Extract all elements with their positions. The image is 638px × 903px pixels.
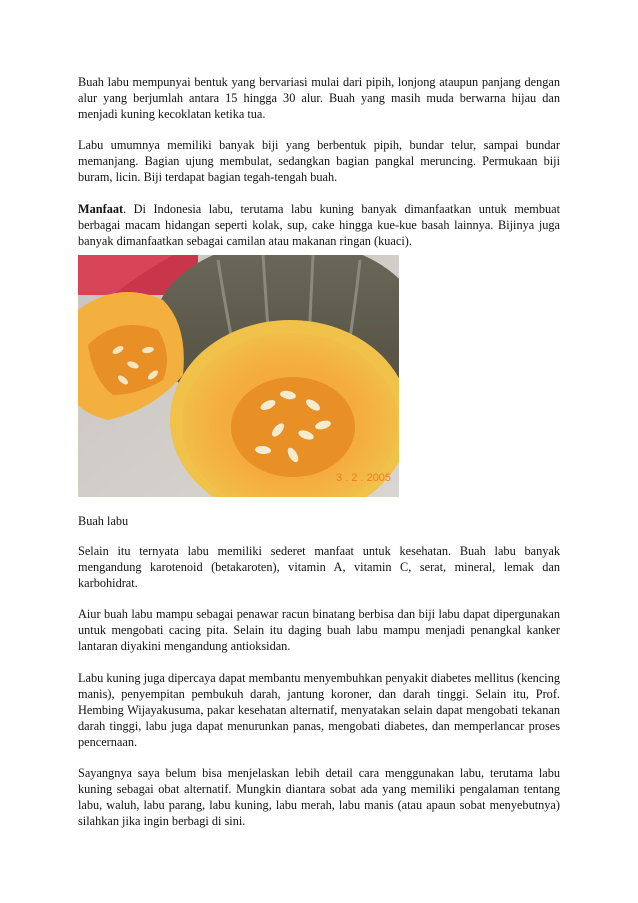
benefits-section <box>78 543 560 844</box>
paragraph-manfaat <box>78 201 560 249</box>
manfaat-label: Manfaat <box>78 201 124 216</box>
pumpkin-photo <box>78 255 399 497</box>
paragraph-diabetes: Labu kuning juga dipercaya dapat membantu menyembuhkan penyakit diabetes mellitus (kencing manis), penyempitan pembukuh darah, jantung koroner, dan darah tinggi. Selain itu, Prof. Hembing Wijayakusuma, pakar kesehatan alternatif, menyatakan selain dapat mengobati tekanan darah tinggi, labu juga dapat menurunkan panas, mengobati diabetes, dan memperlancar proses pencernaan. <box>78 670 560 749</box>
paragraph-closing: Sayangnya saya belum bisa menjelaskan lebih detail cara menggunakan labu, terutama labu kuning sebagai obat alternatif. Mungkin diantara sobat ada yang memiliki pengalaman tentang labu, waluh, labu parang, labu kuning, labu merah, labu manis (atau apaun sobat menyebutnya) silahkan jika ingin berbagi di sini. <box>78 766 560 829</box>
paragraph-seeds: Labu umumnya memiliki banyak biji yang berbentuk pipih, bundar telur, sampai bundar memanjang. Bagian ujung membulat, sedangkan bagian pangkal meruncing. Permukaan biji buram, licin. Biji terdapat bagian tegah-tengah buah. <box>78 138 560 185</box>
photo-caption: Buah labu <box>78 514 129 528</box>
paragraph-shape: Buah labu mempunyai bentuk yang bervariasi mulai dari pipih, lonjong ataupun panjang dengan alur yang berjumlah antara 15 hingga 30 alur. Buah yang masih muda berwarna hijau dan menjadi kuning kecoklatan ketika tua. <box>78 75 560 122</box>
photo-date-stamp: 3 . 2 . 2005 <box>336 472 392 484</box>
intro-section <box>78 74 560 264</box>
paragraph-health: Selain itu ternyata labu memiliki sederet manfaat untuk kesehatan. Buah labu banyak mengandung karotenoid (betakaroten), vitamin A, vitamin C, serat, mineral, lemak dan karbohidrat. <box>78 544 560 591</box>
paragraph-antidote: Aiur buah labu mampu sebagai penawar racun binatang berbisa dan biji labu dapat dipergunakan untuk mengobati cacing pita. Selain itu daging buah labu mampu menjadi penangkal kanker lantaran diyakini mengandung antioksidan. <box>78 607 560 654</box>
manfaat-text: . Di Indonesia labu, terutama labu kuning banyak dimanfaatkan untuk membuat berbagai macam hidangan seperti kolak, sup, cake hingga kue-kue basah lainnya. Bijinya juga banyak dimanfaatkan sebagai camilan atau makanan ringan (kuaci). <box>78 201 560 248</box>
